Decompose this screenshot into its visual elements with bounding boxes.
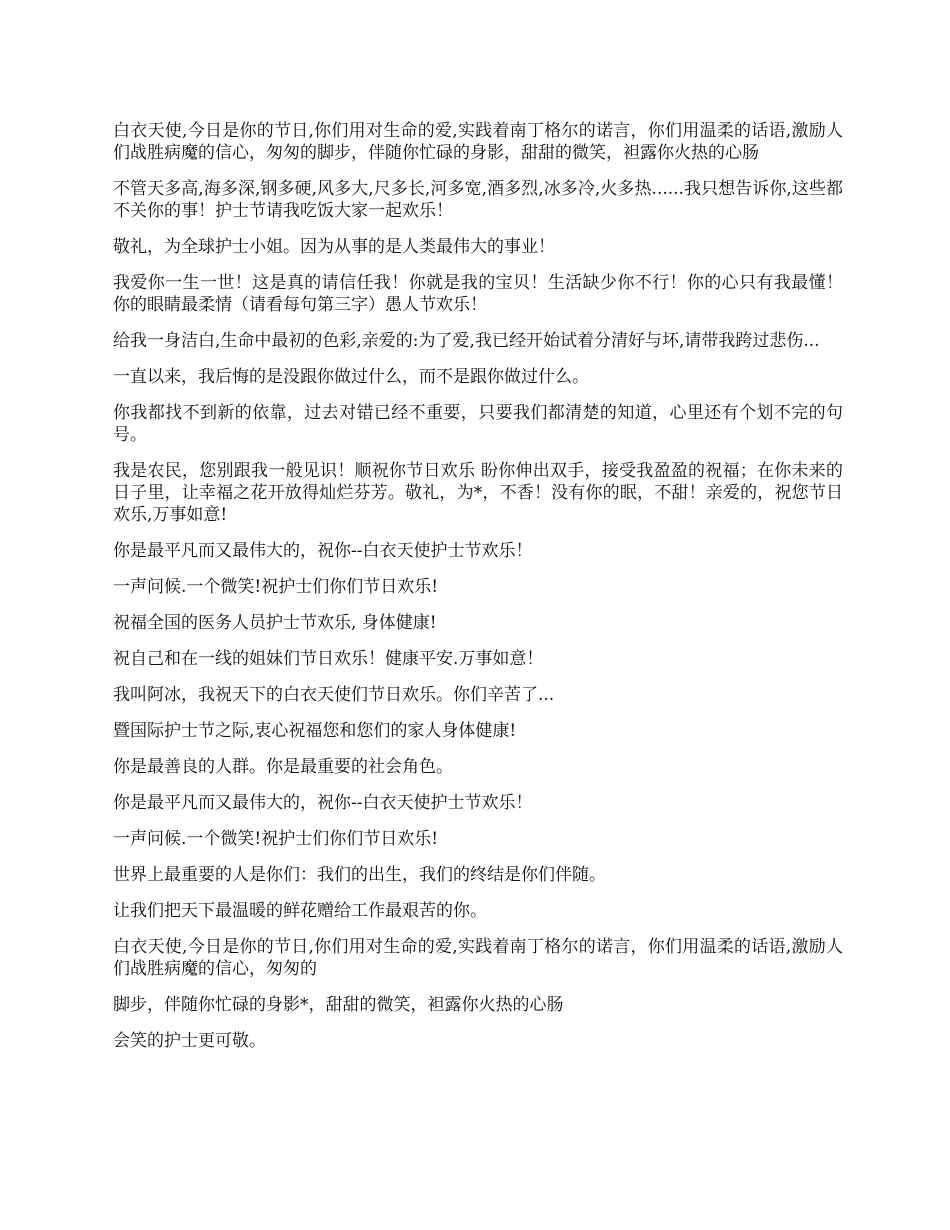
document-page <box>113 120 843 1066</box>
paragraph: 我叫阿冰，我祝天下的白衣天使们节日欢乐。你们辛苦了... <box>113 685 555 705</box>
paragraph: 你是最平凡而又最伟大的，祝你--白衣天使护士节欢乐！ <box>113 541 533 561</box>
paragraph: 一声问候.一个微笑!祝护士们你们节日欢乐! <box>113 829 439 849</box>
paragraph: 你是最平凡而又最伟大的，祝你--白衣天使护士节欢乐！ <box>113 793 533 813</box>
paragraph: 脚步，伴随你忙碌的身影*，甜甜的微笑，袒露你火热的心肠 <box>113 995 564 1015</box>
paragraph: 我爱你一生一世！这是真的请信任我！你就是我的宝贝！生活缺少你不行！你的心只有我最懂！你的眼睛最柔情（请看每句第三字）愚人节欢乐！ <box>113 273 843 315</box>
paragraph: 不管天多高,海多深,钢多硬,风多大,尺多长,河多宽,酒多烈,冰多冷,火多热......我只想告诉你,这些都不关你的事！护士节请我吃饭大家一起欢乐！ <box>113 179 843 221</box>
paragraph: 白衣天使,今日是你的节日,你们用对生命的爱,实践着南丁格尔的诺言，你们用温柔的话语,激励人们战胜病魔的信心，匆匆的脚步，伴随你忙碌的身影，甜甜的微笑，袒露你火热的心肠 <box>113 121 843 163</box>
paragraph: 一直以来，我后悔的是没跟你做过什么，而不是跟你做过什么。 <box>113 367 589 387</box>
paragraph: 祝自己和在一线的姐妹们节日欢乐！健康平安.万事如意！ <box>113 649 544 669</box>
paragraph: 我是农民，您别跟我一般见识！顺祝你节日欢乐 盼你伸出双手，接受我盈盈的祝福；在你未来的日子里，让幸福之花开放得灿烂芬芳。敬礼，为*，不香！没有你的眠，不甜！亲爱的，祝您节日欢乐,万事如意! <box>113 461 843 525</box>
paragraph: 会笑的护士更可敬。 <box>113 1031 266 1051</box>
paragraph: 暨国际护士节之际,衷心祝福您和您们的家人身体健康! <box>113 721 517 741</box>
paragraph: 给我一身洁白,生命中最初的色彩,亲爱的:为了爱,我已经开始试着分清好与坏,请带我跨过悲伤... <box>113 331 820 351</box>
paragraph: 祝福全国的医务人员护士节欢乐, 身体健康! <box>113 613 437 633</box>
paragraph: 你我都找不到新的依靠，过去对错已经不重要，只要我们都清楚的知道，心里还有个划不完的句号。 <box>113 403 843 445</box>
paragraph: 世界上最重要的人是你们：我们的出生，我们的终结是你们伴随。 <box>113 865 606 885</box>
paragraph: 一声问候.一个微笑!祝护士们你们节日欢乐! <box>113 577 439 597</box>
paragraph: 白衣天使,今日是你的节日,你们用对生命的爱,实践着南丁格尔的诺言，你们用温柔的话语,激励人们战胜病魔的信心，匆匆的 <box>113 937 843 979</box>
paragraph: 敬礼，为全球护士小姐。因为从事的是人类最伟大的事业！ <box>113 237 555 257</box>
paragraph: 让我们把天下最温暖的鲜花赠给工作最艰苦的你。 <box>113 901 487 921</box>
paragraph: 你是最善良的人群。你是最重要的社会角色。 <box>113 757 453 777</box>
